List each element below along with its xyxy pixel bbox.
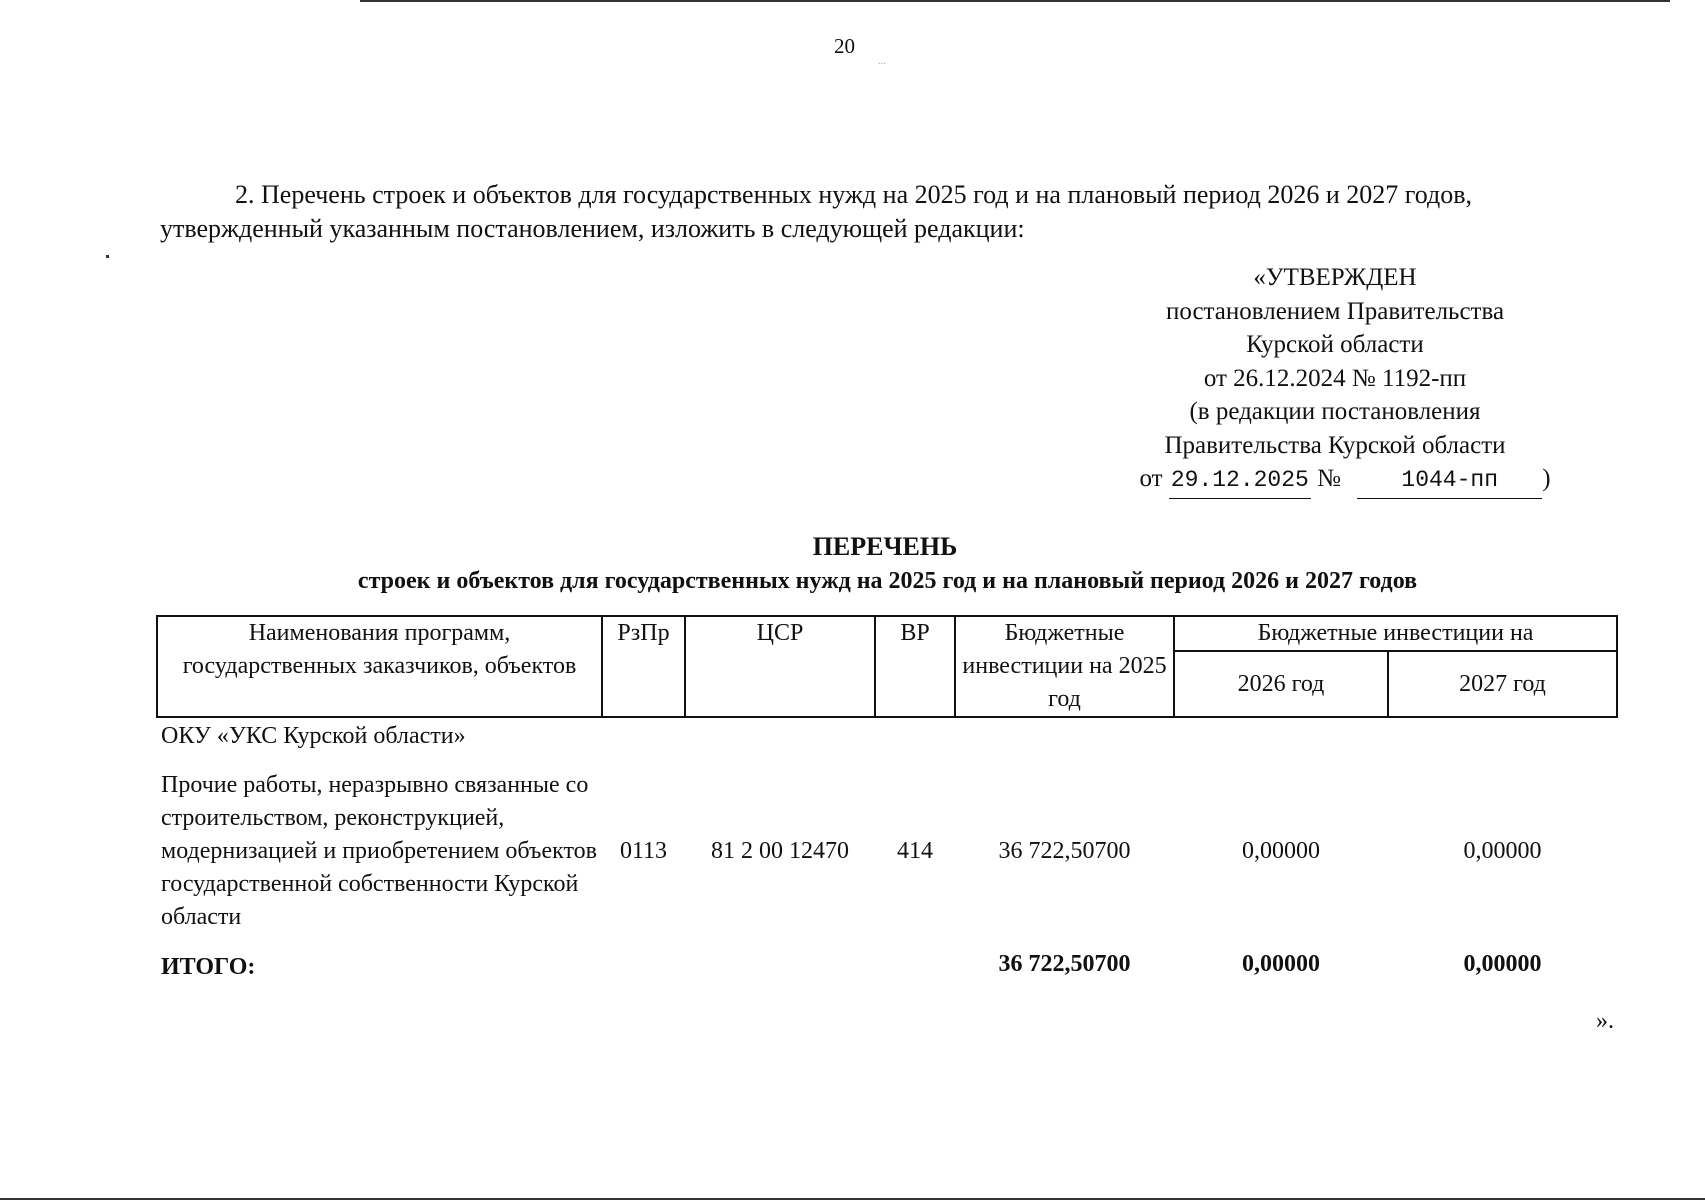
intro-line-2: утвержденный указанным постановлением, изложить в следующей редакции:: [160, 214, 1025, 243]
header-year-2027: 2027 год: [1388, 651, 1617, 717]
approval-line-5: (в редакции постановления: [1189, 398, 1481, 425]
top-scan-rule: [360, 0, 1670, 2]
list-title: ПЕРЕЧЕНЬ: [812, 532, 958, 561]
header-name: Наименования программ, государственных заказчиков, объектов: [157, 616, 602, 717]
approval-line-4: от 26.12.2024 № 1192-пп: [1203, 364, 1467, 392]
approval-line-2: постановлением Правительства: [1165, 297, 1505, 325]
group-row: ОКУ «УКС Курской области»: [161, 723, 466, 749]
intro-line-1: 2. Перечень строек и объектов для государственных нужд на 2025 год и на плановый период 2026 и 2027 годов,: [235, 180, 1473, 209]
list-subtitle: строек и объектов для государственных нужд на 2025 год и на плановый период 2026 и 2027 годов: [357, 568, 1418, 594]
total-label: ИТОГО:: [161, 954, 256, 980]
approval-stamp-block: [1100, 261, 1570, 499]
scan-speck: [106, 255, 109, 258]
header-budget-future: Бюджетные инвестиции на: [1174, 616, 1617, 651]
total-value-2026: 0,00000: [1242, 951, 1320, 977]
intro-paragraph: [160, 178, 1540, 246]
approval-line-3: Курской области: [1246, 331, 1424, 358]
page-number: 20: [834, 34, 855, 58]
investment-table: [156, 615, 1618, 987]
total-value-2027: 0,00000: [1463, 951, 1542, 977]
row-value-2027: 0,00000: [1463, 838, 1542, 864]
closing-quote: ».: [1596, 1008, 1614, 1034]
header-vr: ВР: [875, 616, 955, 717]
header-rzpr: РзПр: [602, 616, 685, 717]
approval-number-sign: №: [1317, 465, 1341, 492]
approval-date-line: [1110, 462, 1580, 499]
row-csr: 81 2 00 12470: [711, 838, 849, 864]
total-row: [157, 940, 1617, 987]
total-value-2025: 36 722,50700: [998, 951, 1131, 977]
approval-line-1: «УТВЕРЖДЕН: [1253, 264, 1417, 291]
row-rzpr: 0113: [619, 838, 668, 864]
approval-number: 1044-пп: [1357, 464, 1542, 499]
list-heading: [160, 530, 1610, 598]
row-value-2026: 0,00000: [1242, 838, 1320, 864]
row-value-2025: 36 722,50700: [998, 838, 1131, 864]
approval-date: 29.12.2025: [1169, 464, 1311, 499]
row-name: Прочие работы, неразрывно связанные со строительством, реконструкцией, модернизацией и приобретением объектов государственной собственности Курской области: [161, 772, 597, 930]
row-vr: 414: [897, 838, 933, 864]
header-budget-2025: Бюджетные инвестиции на 2025 год: [955, 616, 1174, 717]
approval-date-prefix: от: [1139, 465, 1163, 492]
approval-line-6: Правительства Курской области: [1164, 431, 1506, 459]
page-number-mark: ...: [878, 56, 886, 67]
header-year-2026: 2026 год: [1174, 651, 1388, 717]
header-csr: ЦСР: [685, 616, 875, 717]
approval-close-paren: ): [1542, 465, 1551, 492]
table-row: [157, 753, 1617, 940]
